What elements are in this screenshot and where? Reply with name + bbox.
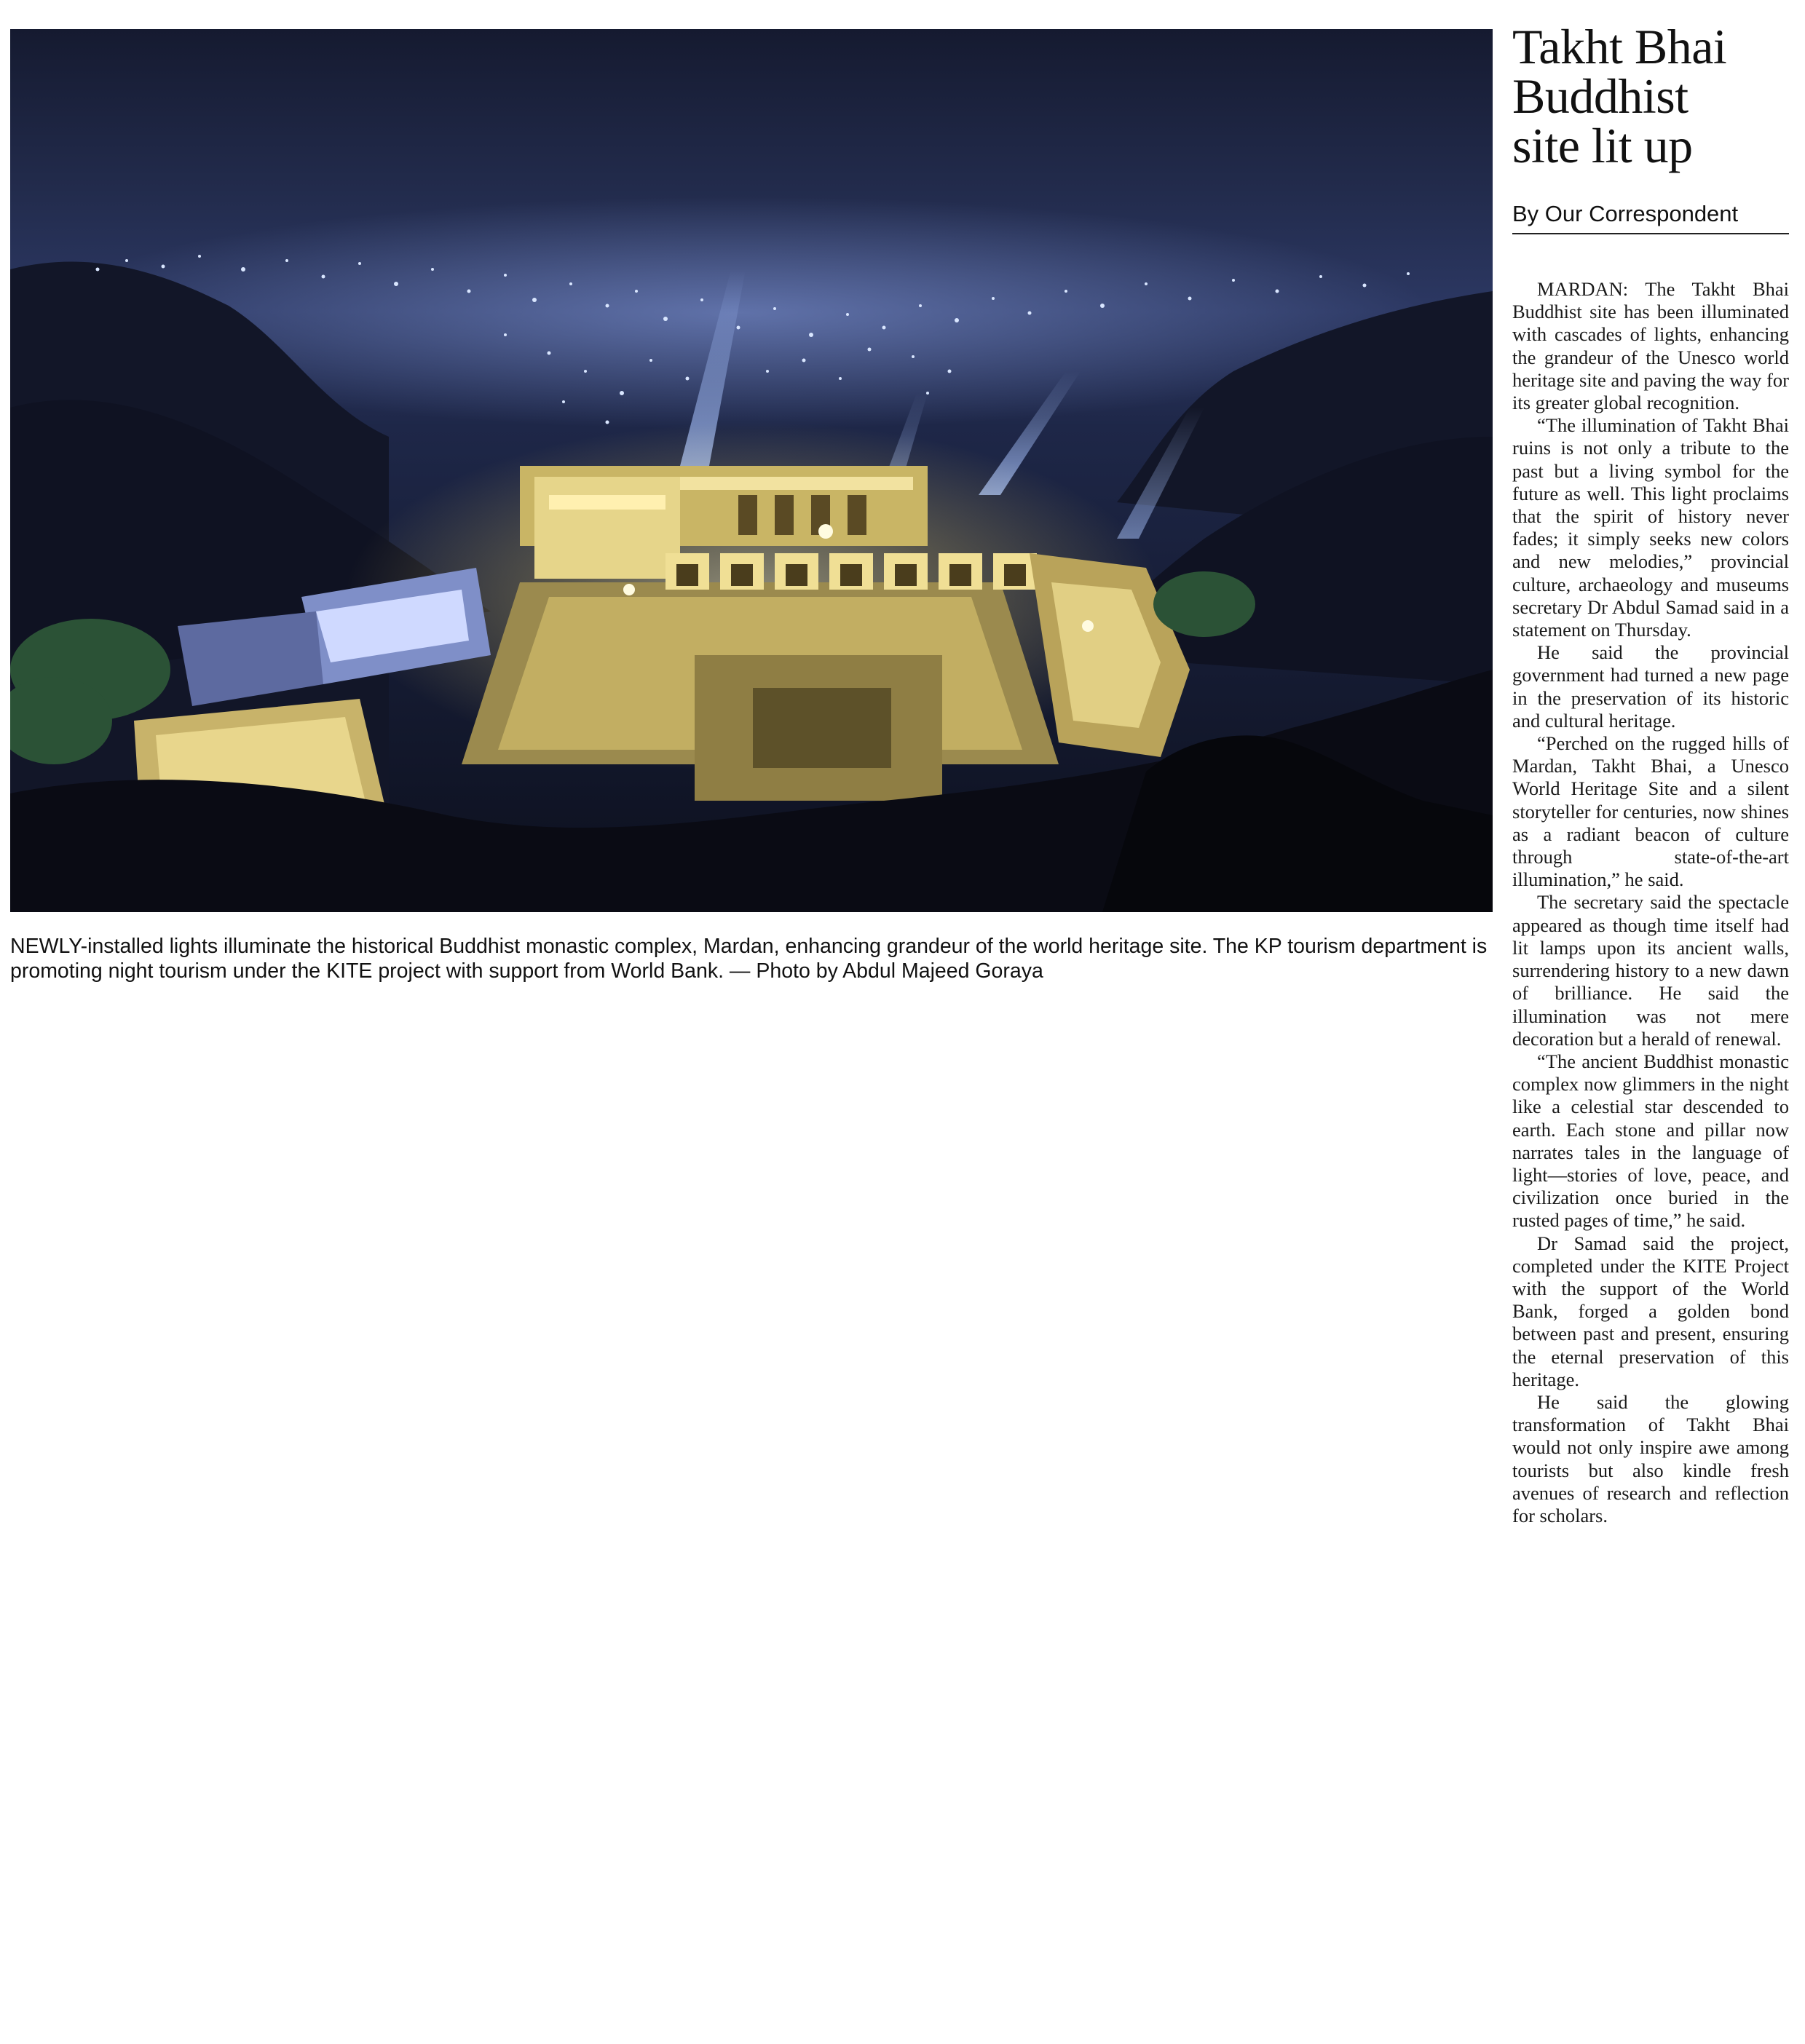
article-paragraph: “Perched on the rugged hills of Mardan, Takht Bhai, a Unesco World Heritage Site and a silent storyteller for centuries, now shines as a radiant beacon of culture through state-of-the-art illumination,” he said. (1512, 732, 1789, 891)
news-photo (10, 29, 1493, 912)
article-paragraph: “The ancient Buddhist monastic complex now glimmers in the night like a celestial star descended to earth. Each stone and pillar now narrates tales in the language of light—stories of love, peace, and civilization once buried in the rusted pages of time,” he said. (1512, 1050, 1789, 1232)
headline (1512, 19, 1789, 173)
byline: By Our Correspondent (1512, 201, 1789, 234)
article-paragraph: Dr Samad said the project, completed under the KITE Project with the support of the World Bank, forged a golden bond between past and present, ensuring the eternal preservation of this heritage. (1512, 1232, 1789, 1390)
headline-line: Buddhist (1512, 68, 1689, 124)
article-paragraph: He said the glowing transformation of Takht Bhai would not only inspire awe among tourists but also kindle fresh avenues of research and reflection for scholars. (1512, 1390, 1789, 1526)
article-body (1512, 278, 1789, 1527)
article-paragraph: “The illumination of Takht Bhai ruins is not only a tribute to the past but a living symbol for the future as well. This light proclaims that the spirit of history never fades; it simply seeks new colors and new melodies,” provincial culture, archaeology and museums secretary Dr Abdul Samad said in a statement on Thursday. (1512, 414, 1789, 641)
article-paragraph: MARDAN: The Takht Bhai Buddhist site has been illuminated with cascades of lights, enhancing the grandeur of the Unesco world heritage site and paving the way for its greater global recognition. (1512, 278, 1789, 414)
photo-caption: NEWLY-installed lights illuminate the historical Buddhist monastic complex, Mardan, enhancing grandeur of the world heritage site. The KP tourism department is promoting night tourism under the KITE project with support from World Bank. — Photo by Abdul Majeed Goraya (10, 935, 1488, 983)
photo-illustration (10, 29, 1493, 912)
article-paragraph: He said the provincial government had turned a new page in the preservation of its historic and cultural heritage. (1512, 641, 1789, 732)
article (1512, 19, 1789, 1527)
article-paragraph: The secretary said the spectacle appeared as though time itself had lit lamps upon its ancient walls, surrendering history to a new dawn of brilliance. He said the illumination was not mere decoration but a herald of renewal. (1512, 891, 1789, 1050)
headline-line: Takht Bhai (1512, 19, 1727, 74)
headline-line: site lit up (1512, 118, 1693, 173)
